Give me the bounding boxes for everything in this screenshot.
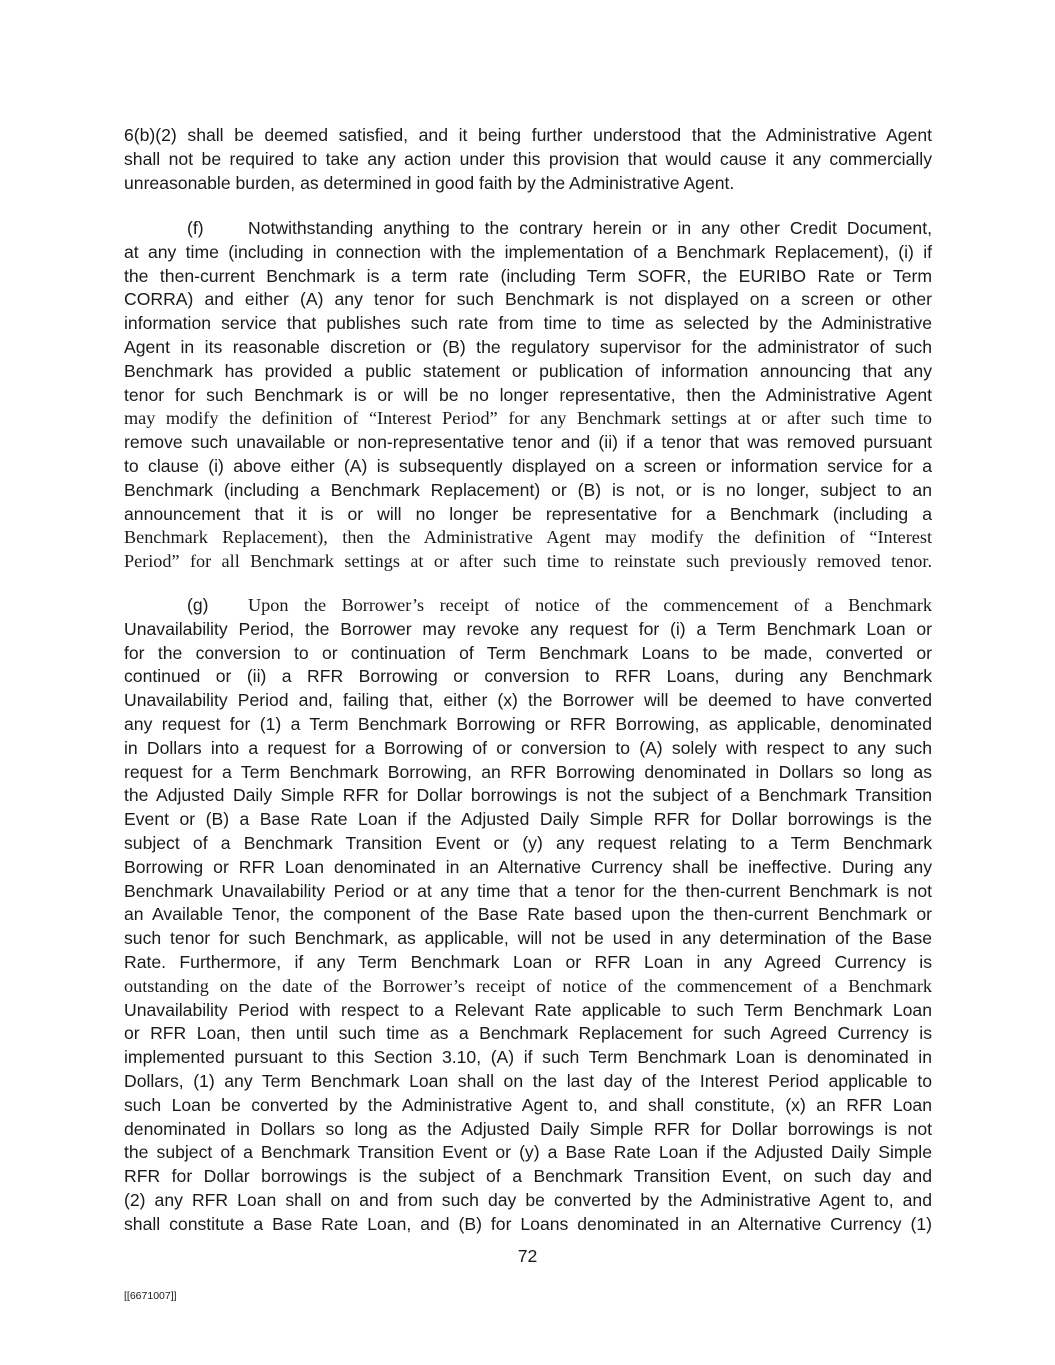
text-line: Benchmark (including a Benchmark Replacement) or (B) is not, or is no longer, subject to an: [124, 479, 932, 500]
text-line: continued or (ii) a RFR Borrowing or conversion to RFR Loans, during any Benchmark: [124, 666, 932, 687]
paragraph-first-line: [124, 594, 932, 618]
text-line: shall constitute a Base Rate Loan, and (B) for Loans denominated in an Alternative Currency (1): [124, 1213, 932, 1234]
text-line: the subject of a Benchmark Transition Event or (y) a Base Rate Loan if the Adjusted Daily Simple: [124, 1142, 932, 1163]
text-line: any request for (1) a Term Benchmark Borrowing or RFR Borrowing, as applicable, denominated: [124, 713, 932, 734]
text-line: Unavailability Period with respect to a Relevant Rate applicable to such Term Benchmark Loan: [124, 999, 932, 1020]
text-line: 6(b)(2) shall be deemed satisfied, and it being further understood that the Administrative Agent: [124, 125, 932, 145]
text-line: RFR for Dollar borrowings is the subject of a Benchmark Transition Event, on such day and: [124, 1166, 932, 1187]
paragraph-f: [124, 217, 932, 574]
text-line: Borrowing or RFR Loan denominated in an Alternative Currency shall be ineffective. During any: [124, 856, 932, 877]
text-line: subject of a Benchmark Transition Event or (y) any request relating to a Term Benchmark: [124, 832, 932, 853]
text-line: remove such unavailable or non-representative tenor and (ii) if a tenor that was removed pursuant: [124, 432, 932, 453]
text-line: Event or (B) a Base Rate Loan if the Adjusted Daily Simple RFR for Dollar borrowings is the: [124, 809, 932, 830]
paragraph-first-line: [124, 217, 932, 241]
text-line: to clause (i) above either (A) is subsequently displayed on a screen or information service for a: [124, 455, 932, 476]
paragraph-g: [124, 594, 932, 1237]
text-line: Unavailability Period and, failing that, either (x) the Borrower will be deemed to have converted: [124, 690, 932, 711]
text-line: Benchmark Replacement), then the Administrative Agent may modify the definition of “Interest: [124, 527, 932, 548]
text-line: tenor for such Benchmark is or will be no longer representative, then the Administrative Agent: [124, 384, 932, 405]
text-line: Benchmark has provided a public statement or publication of information announcing that any: [124, 360, 932, 381]
text-line: outstanding on the date of the Borrower’s receipt of notice of the commencement of a Benchmark: [124, 975, 932, 996]
paragraph-marker: (f): [187, 218, 204, 238]
text-line: or RFR Loan, then until such time as a Benchmark Replacement for such Agreed Currency is: [124, 1023, 932, 1044]
text-line: Benchmark Unavailability Period or at any time that a tenor for the then-current Benchmark is not: [124, 880, 932, 901]
paragraph-e-continuation: [124, 124, 932, 195]
text-line: the then-current Benchmark is a term rate (including Term SOFR, the EURIBO Rate or Term: [124, 265, 932, 286]
text-line: an Available Tenor, the component of the Base Rate based upon the then-current Benchmark or: [124, 904, 932, 925]
text-line: Dollars, (1) any Term Benchmark Loan shall on the last day of the Interest Period applicable to: [124, 1070, 932, 1091]
text-line: implemented pursuant to this Section 3.10, (A) if such Term Benchmark Loan is denominated in: [124, 1047, 932, 1068]
text-line: denominated in Dollars so long as the Adjusted Daily Simple RFR for Dollar borrowings is not: [124, 1118, 932, 1139]
text-line: such tenor for such Benchmark, as applicable, will not be used in any determination of the Base: [124, 928, 932, 949]
text-line: unreasonable burden, as determined in good faith by the Administrative Agent.: [124, 172, 735, 193]
text-line: (2) any RFR Loan shall on and from such day be converted by the Administrative Agent to, and: [124, 1189, 932, 1210]
text-line: in Dollars into a request for a Borrowing of or conversion to (A) solely with respect to any such: [124, 737, 932, 758]
document-id: [[6671007]]: [124, 1290, 177, 1302]
text-line: at any time (including in connection with the implementation of a Benchmark Replacement), (i) if: [124, 241, 932, 262]
text-line: request for a Term Benchmark Borrowing, an RFR Borrowing denominated in Dollars so long as: [124, 761, 932, 782]
text-line: Period” for all Benchmark settings at or after such time to reinstate such previously removed tenor.: [124, 551, 932, 572]
text-line: Agent in its reasonable discretion or (B) the regulatory supervisor for the administrator of such: [124, 336, 932, 357]
page-number: 72: [517, 1246, 538, 1266]
text-line: CORRA) and either (A) any tenor for such Benchmark is not displayed on a screen or other: [124, 289, 932, 310]
text-line: for the conversion to or continuation of Term Benchmark Loans to be made, converted or: [124, 642, 932, 663]
text-line: information service that publishes such rate from time to time as selected by the Administrative: [124, 313, 932, 334]
text-line: the Adjusted Daily Simple RFR for Dollar borrowings is not the subject of a Benchmark Transition: [124, 785, 932, 806]
text-line: Unavailability Period, the Borrower may revoke any request for (i) a Term Benchmark Loan or: [124, 618, 932, 639]
text-line: may modify the definition of “Interest Period” for any Benchmark settings at or after such time to: [124, 408, 932, 429]
text-line: such Loan be converted by the Administrative Agent to, and shall constitute, (x) an RFR Loan: [124, 1094, 932, 1115]
text-line: Notwithstanding anything to the contrary herein or in any other Credit Document,: [248, 218, 932, 238]
text-line: shall not be required to take any action under this provision that would cause it any commercially: [124, 148, 932, 169]
text-line: Rate. Furthermore, if any Term Benchmark Loan or RFR Loan in any Agreed Currency is: [124, 951, 932, 972]
paragraph-marker: (g): [187, 595, 209, 615]
text-line: announcement that it is or will no longer be representative for a Benchmark (including a: [124, 503, 932, 524]
text-line: Upon the Borrower’s receipt of notice of the commencement of a Benchmark: [248, 595, 932, 615]
